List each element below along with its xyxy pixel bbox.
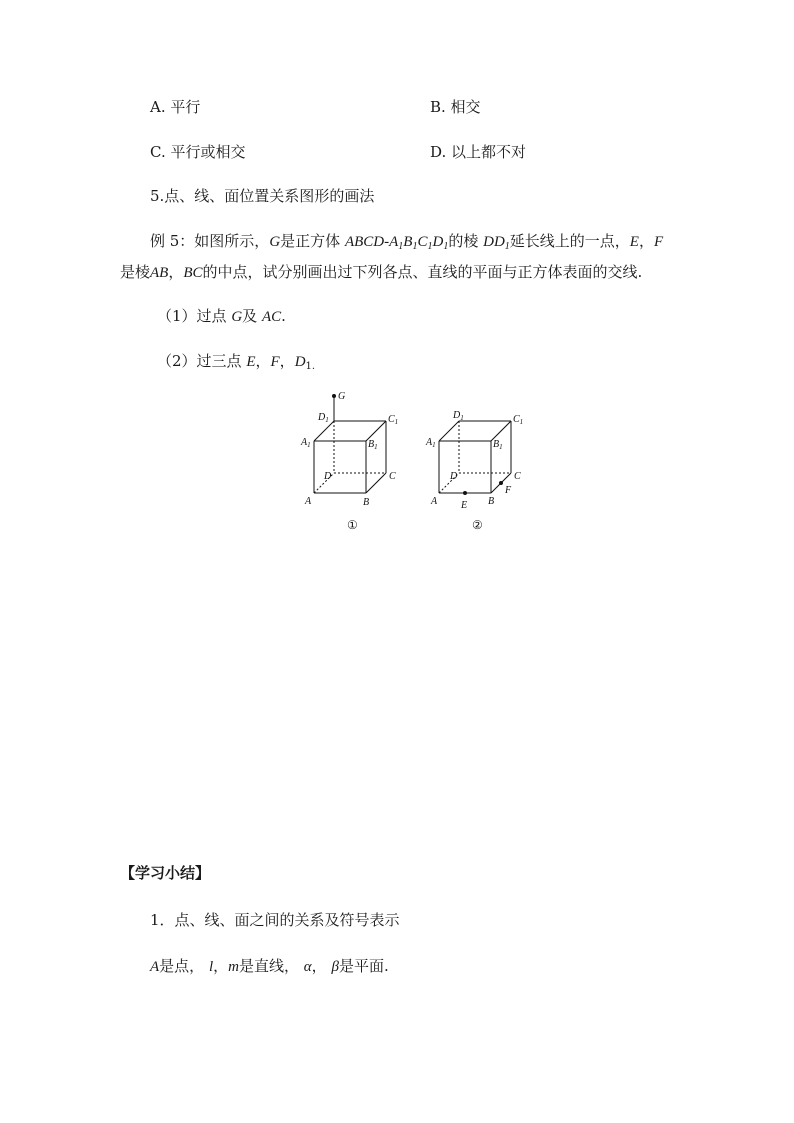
label-c1: $C_1$ <box>388 414 399 426</box>
label-b1: $B_1$ <box>368 439 378 451</box>
label-f: F <box>505 485 512 496</box>
cube-name: ABCD-$A_1B_1C_1D_1$ <box>344 234 449 252</box>
edge-dd1: $DD_1$ <box>483 234 510 252</box>
example5-text: 例 5：如图所示， <box>150 232 270 250</box>
summary-item-2: A是点， l，m是直线， α， β是平面. <box>150 957 389 975</box>
edge-ab: AB <box>150 265 169 281</box>
label-b: B <box>488 496 495 507</box>
example5-text: 是正方体 <box>280 232 341 250</box>
label-d: D <box>324 471 332 482</box>
section5-title: 5.点、线、面位置关系图形的画法 <box>150 187 375 205</box>
option-a: A. 平行 <box>150 98 201 116</box>
cube-figures <box>296 386 536 536</box>
label-b1: $B_1$ <box>493 439 503 451</box>
option-b: B. 相交 <box>430 98 481 116</box>
example5-line2: 是棱AB，BC的中点，试分别画出过下列各点、直线的平面与正方体表面的交线. <box>120 263 643 281</box>
cube-figure-2 <box>439 421 511 495</box>
example5-text: 的中点，试分别画出过下列各点、直线的平面与正方体表面的交线. <box>202 263 643 281</box>
label-a: A <box>305 496 312 507</box>
option-c: C. 平行或相交 <box>150 143 246 161</box>
label-c: C <box>389 471 396 482</box>
label-e: E <box>461 500 468 511</box>
label-c: C <box>514 471 521 482</box>
label-d: D <box>450 471 458 482</box>
figure-caption-2: ② <box>472 518 483 532</box>
example5-text: 是棱 <box>120 263 151 281</box>
label-g: G <box>338 391 346 402</box>
example5-text: 的棱 <box>448 232 479 250</box>
label-a1: $A_1$ <box>426 437 436 449</box>
question-1: （1）过点 G及 AC. <box>157 307 286 325</box>
example5-text: 延长线上的一点， <box>509 232 630 250</box>
label-d1: $D_1$ <box>318 412 329 424</box>
point-f: F <box>653 234 664 250</box>
question-2: （2）过三点 E，F，$D_{1.}$ <box>157 352 316 372</box>
point-g: G <box>269 234 281 250</box>
summary-heading: 【学习小结】 <box>120 864 211 882</box>
summary-item-1: 1．点、线、面之间的关系及符号表示 <box>150 911 400 929</box>
label-b: B <box>363 497 370 508</box>
label-a: A <box>431 496 438 507</box>
point-e: E <box>629 234 639 250</box>
label-c1: $C_1$ <box>513 414 524 426</box>
example5-line1: 例 5：如图所示，G是正方体 ABCD-$A_1B_1C_1D_1$的棱 $DD_1$延长线上的一点，E，F <box>150 232 664 252</box>
option-d: D. 以上都不对 <box>430 143 527 161</box>
label-a1: $A_1$ <box>301 437 311 449</box>
edge-bc: BC <box>183 265 203 281</box>
label-d1: $D_1$ <box>453 410 464 422</box>
figure-caption-1: ① <box>347 518 358 532</box>
